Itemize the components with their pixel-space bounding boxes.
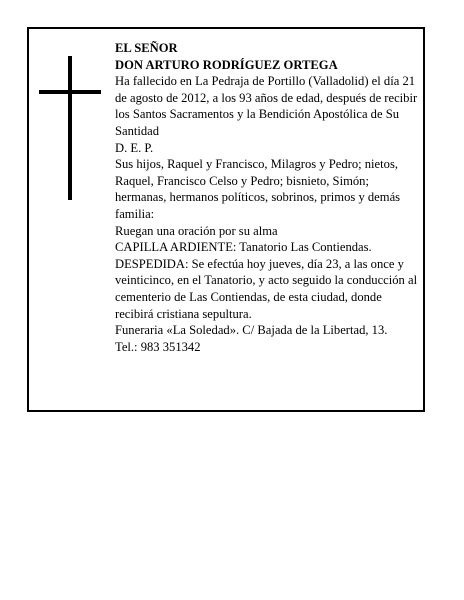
chapel-info: CAPILLA ARDIENTE: Tanatorio Las Contiendas.	[115, 240, 372, 255]
death-info: Ha fallecido en La Pedraja de Portillo (Valladolid) el día 21 de agosto de 2012, a los 93 años de edad, después de recibir los Santos Sacramentos y la Bendición Apostólica de Su Santidad	[115, 74, 418, 138]
family-list: Sus hijos, Raquel y Francisco, Milagros y Pedro; nietos, Raquel, Francisco Celso y Pedro; bisnieto, Simón; hermanas, hermanos políticos, sobrinos, primos y demás familia:	[115, 157, 401, 221]
prayer-request: Ruegan una oración por su alma	[115, 223, 278, 238]
cross-horizontal-bar	[39, 90, 101, 94]
farewell-info: DESPEDIDA: Se efectúa hoy jueves, día 23, a las once y veinticinco, en el Tanatorio, y acto seguido la conducción al cementerio de Las Contiendas, de esta ciudad, donde recibirá cristiana sepultura.	[115, 256, 418, 321]
rip-line: D. E. P.	[115, 140, 154, 155]
cross-vertical-bar	[68, 56, 72, 200]
phone-number: Tel.: 983 351342	[115, 339, 201, 354]
funeral-home: Funeraria «La Soledad». C/ Bajada de la Libertad, 13.	[115, 323, 388, 338]
honorific-line: EL SEÑOR	[115, 41, 178, 55]
cross-icon	[39, 56, 101, 200]
obituary-notice	[27, 27, 425, 412]
obituary-text	[115, 40, 421, 355]
deceased-name: DON ARTURO RODRÍGUEZ ORTEGA	[115, 57, 338, 72]
